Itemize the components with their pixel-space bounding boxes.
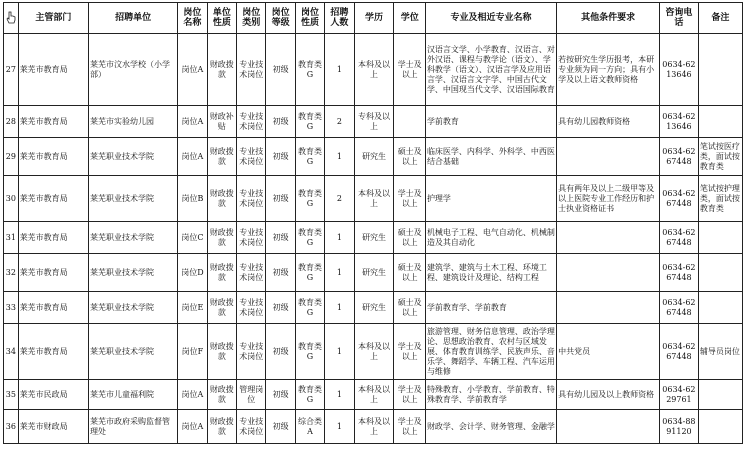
cell-level: 初级 [266,254,295,292]
cell-degree: 学士及以上 [394,324,425,380]
cell-nature: 财政拨款 [207,410,236,444]
cell-major: 旅游管理、财务信息管理、政治学理论、思想政治教育、农村与区域发展、体育教育训练学、民族声乐、音乐学、舞蹈学、车辆工程、汽车运用与维修 [425,324,556,380]
col-count: 招聘人数 [325,3,354,34]
cell-dept: 莱芜市教育局 [18,324,88,380]
cell-post: 岗位E [178,292,207,324]
cell-category: 专业技术岗位 [237,34,266,106]
cell-edu: 本科及以上 [354,176,394,222]
cell-other [557,254,660,292]
cell-note [698,380,742,410]
table-row [4,138,743,176]
cell-post-nature: 教育类G [295,176,324,222]
cell-degree [394,106,425,138]
cell-major: 特殊教育、小学教育、学前教育、特殊教育学、学前教育学 [425,380,556,410]
cell-post-nature: 教育类G [295,292,324,324]
cell-post-nature: 教育类G [295,34,324,106]
cell-level: 初级 [266,292,295,324]
table-row [4,292,743,324]
cell-phone: 0634-8891120 [660,410,699,444]
table-row [4,254,743,292]
cell-no: 35 [4,380,19,410]
cell-level: 初级 [266,176,295,222]
header-row [4,3,743,34]
cell-phone: 0634-6213646 [660,34,699,106]
cell-major: 建筑学、建筑与土木工程、环境工程、建筑设计及理论、结构工程 [425,254,556,292]
cell-other [557,410,660,444]
col-other: 其他条件要求 [557,3,660,34]
cell-note [698,292,742,324]
table-row [4,176,743,222]
cell-edu: 本科及以上 [354,380,394,410]
cell-no: 33 [4,292,19,324]
cell-edu: 本科及以上 [354,324,394,380]
cell-other [557,222,660,254]
cell-category: 专业技术岗位 [237,410,266,444]
cell-major: 临床医学、内科学、外科学、中西医结合基础 [425,138,556,176]
cell-unit: 莱芜市儿童福利院 [89,380,178,410]
recruitment-table [3,2,743,444]
col-unit: 招聘单位 [89,3,178,34]
cell-category: 专业技术岗位 [237,324,266,380]
cell-edu: 专科及以上 [354,106,394,138]
cell-post-nature: 教育类G [295,138,324,176]
cell-nature: 财政拨款 [207,138,236,176]
table-row [4,324,743,380]
cell-no: 34 [4,324,19,380]
col-phone: 咨询电话 [660,3,699,34]
cell-no: 27 [4,34,19,106]
cell-major: 机械电子工程、电气自动化、机械制造及其自动化 [425,222,556,254]
cell-count: 2 [325,106,354,138]
cell-other: 具有幼儿园教师资格 [557,106,660,138]
table-row [4,222,743,254]
cell-other: 中共党员 [557,324,660,380]
cell-dept: 莱芜市教育局 [18,222,88,254]
cell-major: 财政学、会计学、财务管理、金融学 [425,410,556,444]
cell-level: 初级 [266,34,295,106]
cell-unit: 莱芜职业技术学院 [89,176,178,222]
cell-post: 岗位C [178,222,207,254]
cell-degree: 硕士及以上 [394,254,425,292]
cell-post: 岗位A [178,34,207,106]
cell-category: 管理岗位 [237,380,266,410]
cell-degree: 学士及以上 [394,380,425,410]
cell-major: 学前教育 [425,106,556,138]
cell-phone: 0634-6213646 [660,106,699,138]
cell-unit: 莱芜职业技术学院 [89,254,178,292]
cell-category: 专业技术岗位 [237,138,266,176]
cell-count: 1 [325,324,354,380]
cell-dept: 莱芜市财政局 [18,410,88,444]
hand-pointer-icon [6,11,16,25]
col-note: 备注 [698,3,742,34]
cell-phone: 0634-6267448 [660,138,699,176]
cell-dept: 莱芜市民政局 [18,380,88,410]
cell-no: 29 [4,138,19,176]
table-row [4,380,743,410]
cell-unit: 莱芜职业技术学院 [89,292,178,324]
cell-other: 具有幼儿园及以上教师资格 [557,380,660,410]
cell-category: 专业技术岗位 [237,106,266,138]
cell-phone: 0634-6229761 [660,380,699,410]
cell-level: 初级 [266,324,295,380]
cell-no: 28 [4,106,19,138]
cell-post-nature: 教育类G [295,254,324,292]
cell-note [698,222,742,254]
cell-major: 护理学 [425,176,556,222]
cell-count: 1 [325,410,354,444]
cell-dept: 莱芜市教育局 [18,254,88,292]
table-row [4,106,743,138]
cell-edu: 研究生 [354,254,394,292]
cell-level: 初级 [266,106,295,138]
cell-post: 岗位A [178,380,207,410]
cell-nature: 财政拨款 [207,380,236,410]
cell-major: 汉语言文学、小学教育、汉语言、对外汉语、课程与教学论（语文）、学科教学（语文）、汉语言学及应用语言学、汉语言文字学、中国古代文学、中国现当代文学、汉语国际教育 [425,34,556,106]
cell-phone: 0634-6267448 [660,176,699,222]
cell-phone: 0634-6267448 [660,254,699,292]
cell-dept: 莱芜市教育局 [18,138,88,176]
cell-nature: 财政拨款 [207,254,236,292]
cell-count: 1 [325,222,354,254]
cell-edu: 本科及以上 [354,34,394,106]
cell-nature: 财政拨款 [207,292,236,324]
cell-dept: 莱芜市教育局 [18,106,88,138]
cell-post: 岗位A [178,410,207,444]
cell-post-nature: 教育类G [295,222,324,254]
cell-post-nature: 综合类A [295,410,324,444]
cell-level: 初级 [266,138,295,176]
cell-no: 32 [4,254,19,292]
cell-note [698,254,742,292]
col-major: 专业及相近专业名称 [425,3,556,34]
col-category: 岗位类别 [237,3,266,34]
cell-category: 专业技术岗位 [237,222,266,254]
col-dept: 主管部门 [18,3,88,34]
cell-count: 2 [325,176,354,222]
cell-level: 初级 [266,410,295,444]
cell-post-nature: 教育类G [295,380,324,410]
cell-count: 1 [325,34,354,106]
cell-unit: 莱芜市汶水学校（小学部） [89,34,178,106]
cell-degree: 硕士及以上 [394,138,425,176]
cell-level: 初级 [266,380,295,410]
cell-count: 1 [325,292,354,324]
cell-post: 岗位F [178,324,207,380]
col-level: 岗位等级 [266,3,295,34]
cell-unit: 莱芜职业技术学院 [89,324,178,380]
cell-dept: 莱芜市教育局 [18,34,88,106]
cell-category: 专业技术岗位 [237,254,266,292]
cell-nature: 财政补贴 [207,106,236,138]
cell-major: 学前教育学、学前教育 [425,292,556,324]
cell-degree: 硕士及以上 [394,222,425,254]
col-post-nature: 岗位性质 [295,3,324,34]
cell-no: 31 [4,222,19,254]
cell-count: 1 [325,138,354,176]
cell-edu: 本科及以上 [354,410,394,444]
cell-nature: 财政拨款 [207,222,236,254]
cell-post: 岗位B [178,176,207,222]
cell-nature: 财政拨款 [207,34,236,106]
col-nature: 单位性质 [207,3,236,34]
cell-other: 若按研究生学历报考，本研专业须为同一方向；具有小学及以上语文教师资格 [557,34,660,106]
table-row [4,34,743,106]
cell-unit: 莱芜市政府采购监督管理处 [89,410,178,444]
cell-level: 初级 [266,222,295,254]
cell-unit: 莱芜市实验幼儿园 [89,106,178,138]
cell-dept: 莱芜市教育局 [18,176,88,222]
cell-count: 1 [325,380,354,410]
cell-degree: 学士及以上 [394,176,425,222]
cell-note [698,106,742,138]
cell-unit: 莱芜职业技术学院 [89,138,178,176]
cell-nature: 财政拨款 [207,324,236,380]
cell-other [557,138,660,176]
col-degree: 学位 [394,3,425,34]
table-row [4,410,743,444]
cell-nature: 财政拨款 [207,176,236,222]
scroll-indicator-cell [4,3,19,34]
cell-phone: 0634-6267448 [660,292,699,324]
cell-phone: 0634-6267448 [660,222,699,254]
cell-degree: 学士及以上 [394,410,425,444]
cell-no: 30 [4,176,19,222]
cell-post: 岗位A [178,138,207,176]
cell-dept: 莱芜市教育局 [18,292,88,324]
cell-note: 笔试按护理类，面试按教育类 [698,176,742,222]
col-edu: 学历 [354,3,394,34]
cell-category: 专业技术岗位 [237,176,266,222]
cell-degree: 硕士及以上 [394,292,425,324]
cell-phone: 0634-6267448 [660,324,699,380]
cell-note [698,34,742,106]
cell-edu: 研究生 [354,138,394,176]
cell-post: 岗位A [178,106,207,138]
cell-edu: 研究生 [354,222,394,254]
cell-other: 具有两年及以上二级甲等及以上医院专业工作经历和护士执业资格证书 [557,176,660,222]
cell-post-nature: 教育类G [295,324,324,380]
cell-note [698,410,742,444]
cell-count: 1 [325,254,354,292]
cell-unit: 莱芜职业技术学院 [89,222,178,254]
cell-other [557,292,660,324]
cell-no: 36 [4,410,19,444]
cell-post-nature: 教育类G [295,106,324,138]
col-post: 岗位名称 [178,3,207,34]
cell-edu: 研究生 [354,292,394,324]
cell-degree: 学士及以上 [394,34,425,106]
cell-category: 专业技术岗位 [237,292,266,324]
cell-note: 辅导员岗位 [698,324,742,380]
cell-note: 笔试按医疗类，面试按教育类 [698,138,742,176]
cell-post: 岗位D [178,254,207,292]
